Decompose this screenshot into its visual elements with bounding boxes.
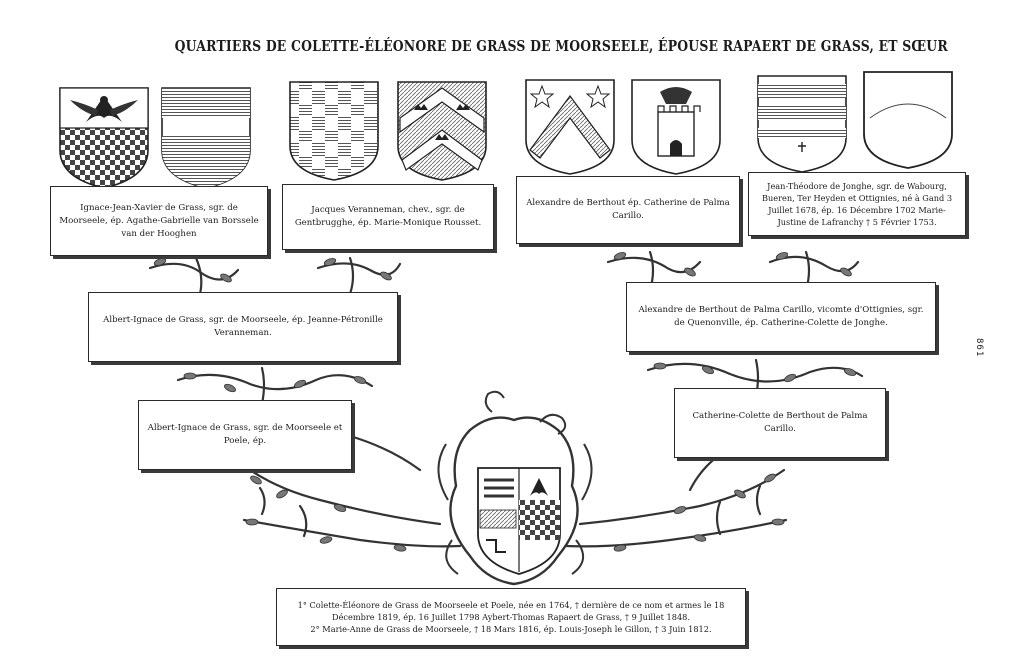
ancestor-text: Albert-Ignace de Grass, sgr. de Moorseele et Poele, ép. (147, 423, 343, 446)
ancestor-text: Alexandre de Berthout de Palma Carillo, vicomte d'Ottignies, sgr. de Quenonville, ép. Catherine-Colette de Jonghe. (638, 305, 924, 328)
ancestor-box-albert-ignace-parent (88, 292, 398, 362)
ancestor-box-grass-moorseele (50, 186, 268, 256)
ancestor-text: Jean-Théodore de Jonghe, sgr. de Wabourg, Bueren, Ter Heyden et Ottignies, né à Gand 3 Juillet 1678, ép. 16 Décembre 1702 Marie-Justine de Lafranchy † 5 Février 1753. (761, 181, 953, 227)
descendants-box (276, 588, 746, 646)
ancestor-text: Alexandre de Berthout ép. Catherine de Palma Carillo. (526, 198, 730, 221)
shield-veranneman (290, 82, 378, 180)
ancestor-box-albert-ignace-father (138, 400, 352, 470)
ancestor-box-veranneman (282, 184, 494, 250)
shield-berthout (526, 80, 614, 174)
ancestor-text: Albert-Ignace de Grass, sgr. de Moorseele, ép. Jeanne-Pétronille Veranneman. (103, 315, 383, 338)
ancestor-text: Catherine-Colette de Berthout de Palma Carillo. (692, 411, 868, 434)
page-number: 861 (974, 338, 984, 358)
shield-borssele (162, 88, 250, 188)
descendant-line-2: 2° Marie-Anne de Grass de Moorseele, † 18 Mars 1816, ép. Louis-Joseph le Gillon, † 3 Juin 1812. (310, 624, 712, 634)
ancestor-box-catherine-colette-mother (674, 388, 886, 458)
shield-de-jonghe (758, 76, 846, 172)
ancestor-text: Ignace-Jean-Xavier de Grass, sgr. de Moorseele, ép. Agathe-Gabrielle van Borssele van der Hooghen (59, 202, 259, 239)
shield-lafranchy (864, 72, 952, 168)
shield-rousset (398, 82, 486, 180)
ancestor-box-berthout (516, 176, 740, 244)
descendant-line-1: 1° Colette-Éléonore de Grass de Moorseele et Poele, née en 1764, † dernière de ce nom et armes le 18 Décembre 1819, ép. 16 Juillet 1798 Aybert-Thomas Rapaert de Grass, † 9 Juillet 1848. (297, 600, 725, 622)
central-coat-of-arms (438, 392, 591, 584)
shield-palma-carillo (632, 80, 720, 174)
page-title: QUARTIERS DE COLETTE-ÉLÉONORE DE GRASS DE MOORSEELE, ÉPOUSE RAPAERT DE GRASS, ET SŒUR (174, 38, 948, 55)
ancestor-box-de-jonghe (748, 172, 966, 236)
shield-grass (60, 88, 148, 188)
ancestor-box-alexandre-berthout-parent (626, 282, 936, 352)
ancestor-text: Jacques Veranneman, chev., sgr. de Gentbrugghe, ép. Marie-Monique Rousset. (294, 205, 482, 228)
